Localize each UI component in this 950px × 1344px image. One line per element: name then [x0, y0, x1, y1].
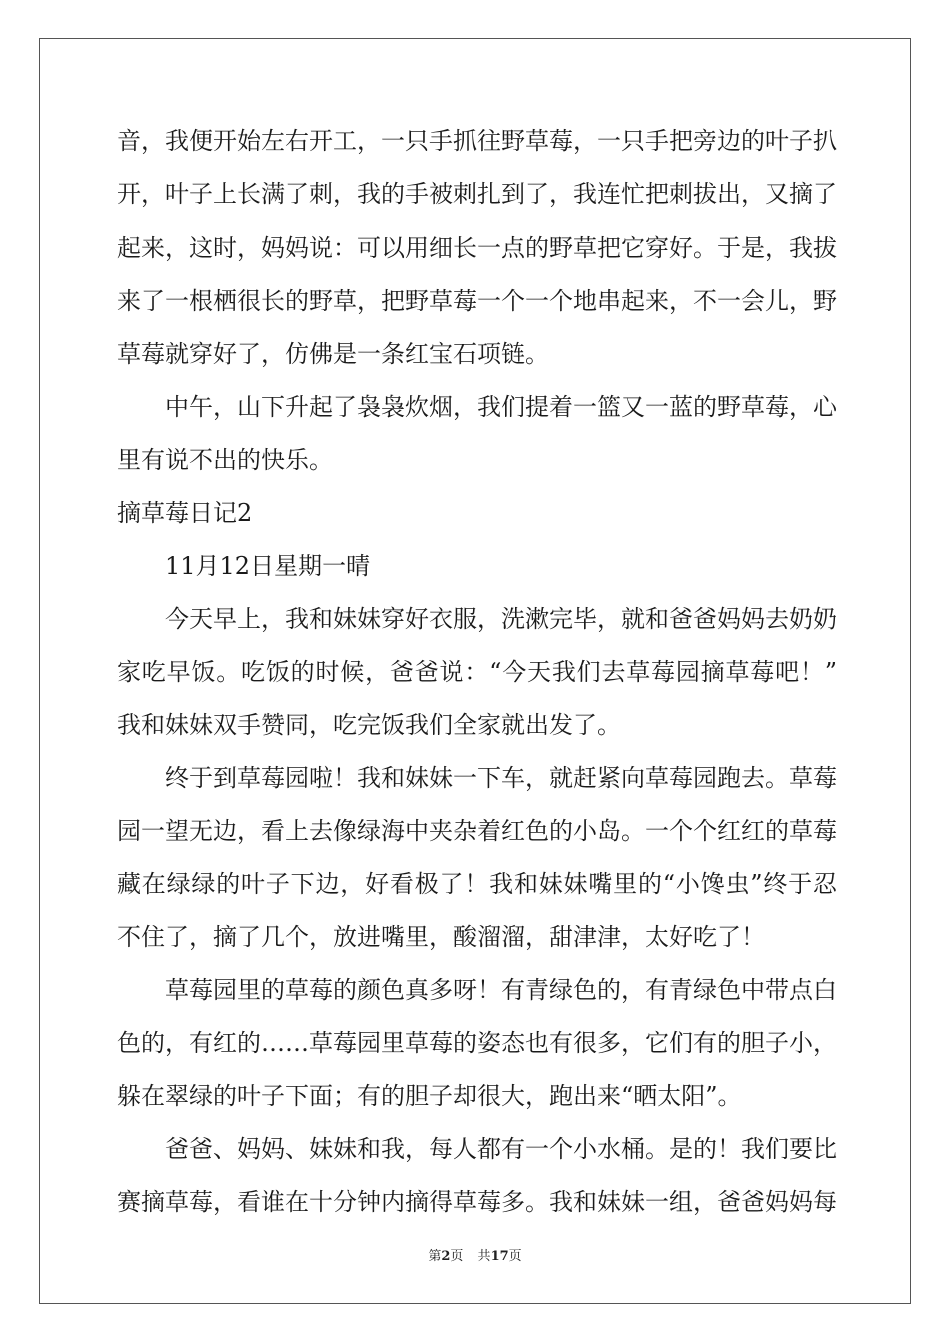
page-total: 共17页 — [477, 1249, 522, 1264]
text-line: 草莓就穿好了，仿佛是一条红宝石项链。 — [117, 340, 549, 368]
text-line: 我和妹妹双手赞同，吃完饭我们全家就出发了。 — [117, 711, 621, 739]
paragraph-start: 终于到草莓园啦！我和妹妹一下车，就赶紧向草莓园跑去。草莓 — [165, 764, 837, 792]
paragraph-start: 草莓园里的草莓的颜色真多呀！有青绿色的，有青绿色中带点白 — [165, 976, 837, 1004]
page-number: 第2页 — [428, 1249, 464, 1264]
paragraph-start: 爸爸、妈妈、妹妹和我，每人都有一个小水桶。是的！我们要比 — [165, 1135, 837, 1163]
paragraph-start: 中午，山下升起了袅袅炊烟，我们提着一篮又一蓝的野草莓，心 — [165, 393, 837, 421]
text-line: 不住了，摘了几个，放进嘴里，酸溜溜，甜津津，太好吃了！ — [117, 923, 765, 951]
text-line: 园一望无边，看上去像绿海中夹杂着红色的小岛。一个个红红的草莓 — [117, 817, 837, 845]
text-line: 藏在绿绿的叶子下边，好看极了！我和妹妹嘴里的“小馋虫”终于忍 — [117, 870, 837, 898]
page-footer — [0, 1245, 950, 1264]
text-line: 起来，这时，妈妈说：可以用细长一点的野草把它穿好。于是，我拔 — [117, 234, 837, 262]
text-line: 家吃早饭。吃饭的时候，爸爸说：“今天我们去草莓园摘草莓吧！” — [117, 658, 837, 686]
section-heading: 摘草莓日记2 — [117, 499, 253, 527]
paragraph-start: 今天早上，我和妹妹穿好衣服，洗漱完毕，就和爸爸妈妈去奶奶 — [165, 605, 837, 633]
text-line: 赛摘草莓，看谁在十分钟内摘得草莓多。我和妹妹一组，爸爸妈妈每 — [117, 1188, 837, 1216]
text-line: 开，叶子上长满了刺，我的手被刺扎到了，我连忙把刺拔出，又摘了 — [117, 180, 837, 208]
date-line: 11月12日星期一晴 — [165, 552, 371, 580]
text-line: 来了一根栖很长的野草，把野草莓一个一个地串起来，不一会儿，野 — [117, 287, 837, 315]
text-line: 里有说不出的快乐。 — [117, 446, 333, 474]
text-line: 躲在翠绿的叶子下面；有的胆子却很大，跑出来“晒太阳”。 — [117, 1082, 742, 1110]
text-line: 音，我便开始左右开工，一只手抓往野草莓，一只手把旁边的叶子扒 — [117, 127, 837, 155]
text-line: 色的，有红的……草莓园里草莓的姿态也有很多，它们有的胆子小， — [117, 1029, 837, 1057]
